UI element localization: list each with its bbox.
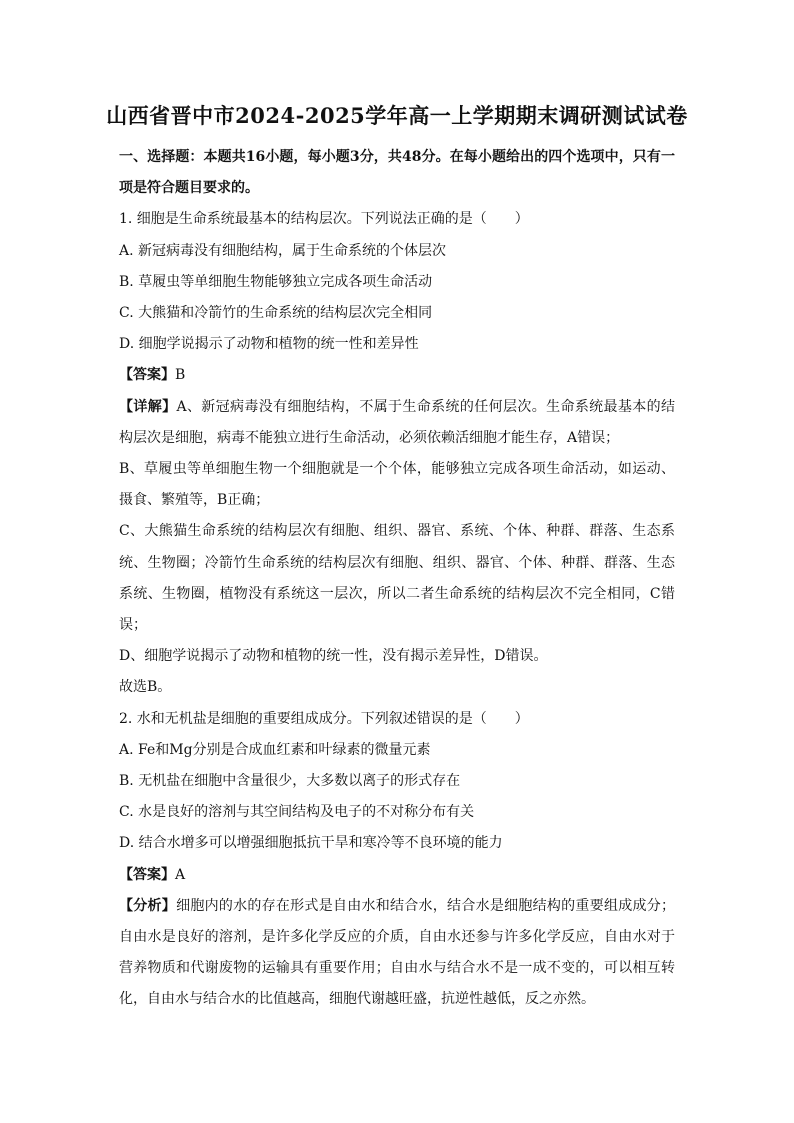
- question-stem: 1. 细胞是生命系统最基本的结构层次。下列说法正确的是（ ）: [119, 211, 529, 228]
- question-1: [119, 204, 675, 703]
- answer-label: 【答案】: [119, 367, 175, 384]
- analysis-paragraph: [119, 891, 675, 1016]
- analysis-text: 细胞内的水的存在形式是自由水和结合水，结合水是细胞结构的重要组成成分；自由水是良好的溶剂，是许多化学反应的介质，自由水还参与许多化学反应，自由水对于营养物质和代谢废物的运输具有重要作用；自由水与结合水不是一成不变的，可以相互转化，自由水与结合水的比值越高，细胞代谢越旺盛，抗逆性越低，反之亦然。: [119, 897, 676, 1008]
- answer-label: 【答案】: [119, 866, 175, 883]
- answer-line: [119, 860, 675, 891]
- question-stem: 2. 水和无机盐是细胞的重要组成成分。下列叙述错误的是（ ）: [119, 710, 529, 727]
- option-c: C. 大熊猫和冷箭竹的生命系统的结构层次完全相同: [119, 305, 433, 322]
- detail-paragraph-c: C、大熊猫生命系统的结构层次有细胞、组织、器官、系统、个体、种群、群落、生态系统、生物圈；冷箭竹生命系统的结构层次有细胞、组织、器官、个体、种群、群落、生态系统、生物圈，植物没有系统这一层次，所以二者生命系统的结构层次不完全相同，C错误；: [119, 523, 675, 634]
- answer-value: B: [175, 367, 186, 384]
- page-title: 山西省晋中市2024-2025学年高一上学期期末调研测试试卷: [106, 103, 688, 128]
- detail-paragraph-d: D、细胞学说揭示了动物和植物的统一性，没有揭示差异性，D错误。: [119, 648, 548, 665]
- question-2: [119, 704, 675, 1016]
- answer-line: [119, 360, 675, 391]
- detail-text: A、新冠病毒没有细胞结构，不属于生命系统的任何层次。生命系统最基本的结构层次是细胞，病毒不能独立进行生命活动，必须依赖活细胞才能生存，A错误；: [119, 398, 676, 446]
- option-a: A. Fe和Mg分别是合成血红素和叶绿素的微量元素: [119, 741, 431, 758]
- document-body: [119, 142, 675, 1016]
- option-b: B. 无机盐在细胞中含量很少，大多数以离子的形式存在: [119, 773, 461, 790]
- conclusion: 故选B。: [119, 679, 172, 696]
- answer-value: A: [175, 866, 186, 883]
- detail-paragraph-a: [119, 392, 675, 454]
- analysis-label: 【分析】: [119, 897, 177, 914]
- section-instruction: 一、选择题：本题共16小题，每小题3分，共48分。在每小题给出的四个选项中，只有一项是符合题目要求的。: [119, 149, 675, 197]
- detail-label: 【详解】: [119, 398, 177, 415]
- option-d: D. 结合水增多可以增强细胞抵抗干旱和寒冷等不良环境的能力: [119, 835, 503, 852]
- option-a: A. 新冠病毒没有细胞结构，属于生命系统的个体层次: [119, 242, 447, 259]
- detail-paragraph-b: B、草履虫等单细胞生物一个细胞就是一个个体，能够独立完成各项生命活动，如运动、摄食、繁殖等，B正确；: [119, 461, 675, 509]
- option-c: C. 水是良好的溶剂与其空间结构及电子的不对称分布有关: [119, 804, 475, 821]
- option-b: B. 草履虫等单细胞生物能够独立完成各项生命活动: [119, 273, 433, 290]
- option-d: D. 细胞学说揭示了动物和植物的统一性和差异性: [119, 336, 419, 353]
